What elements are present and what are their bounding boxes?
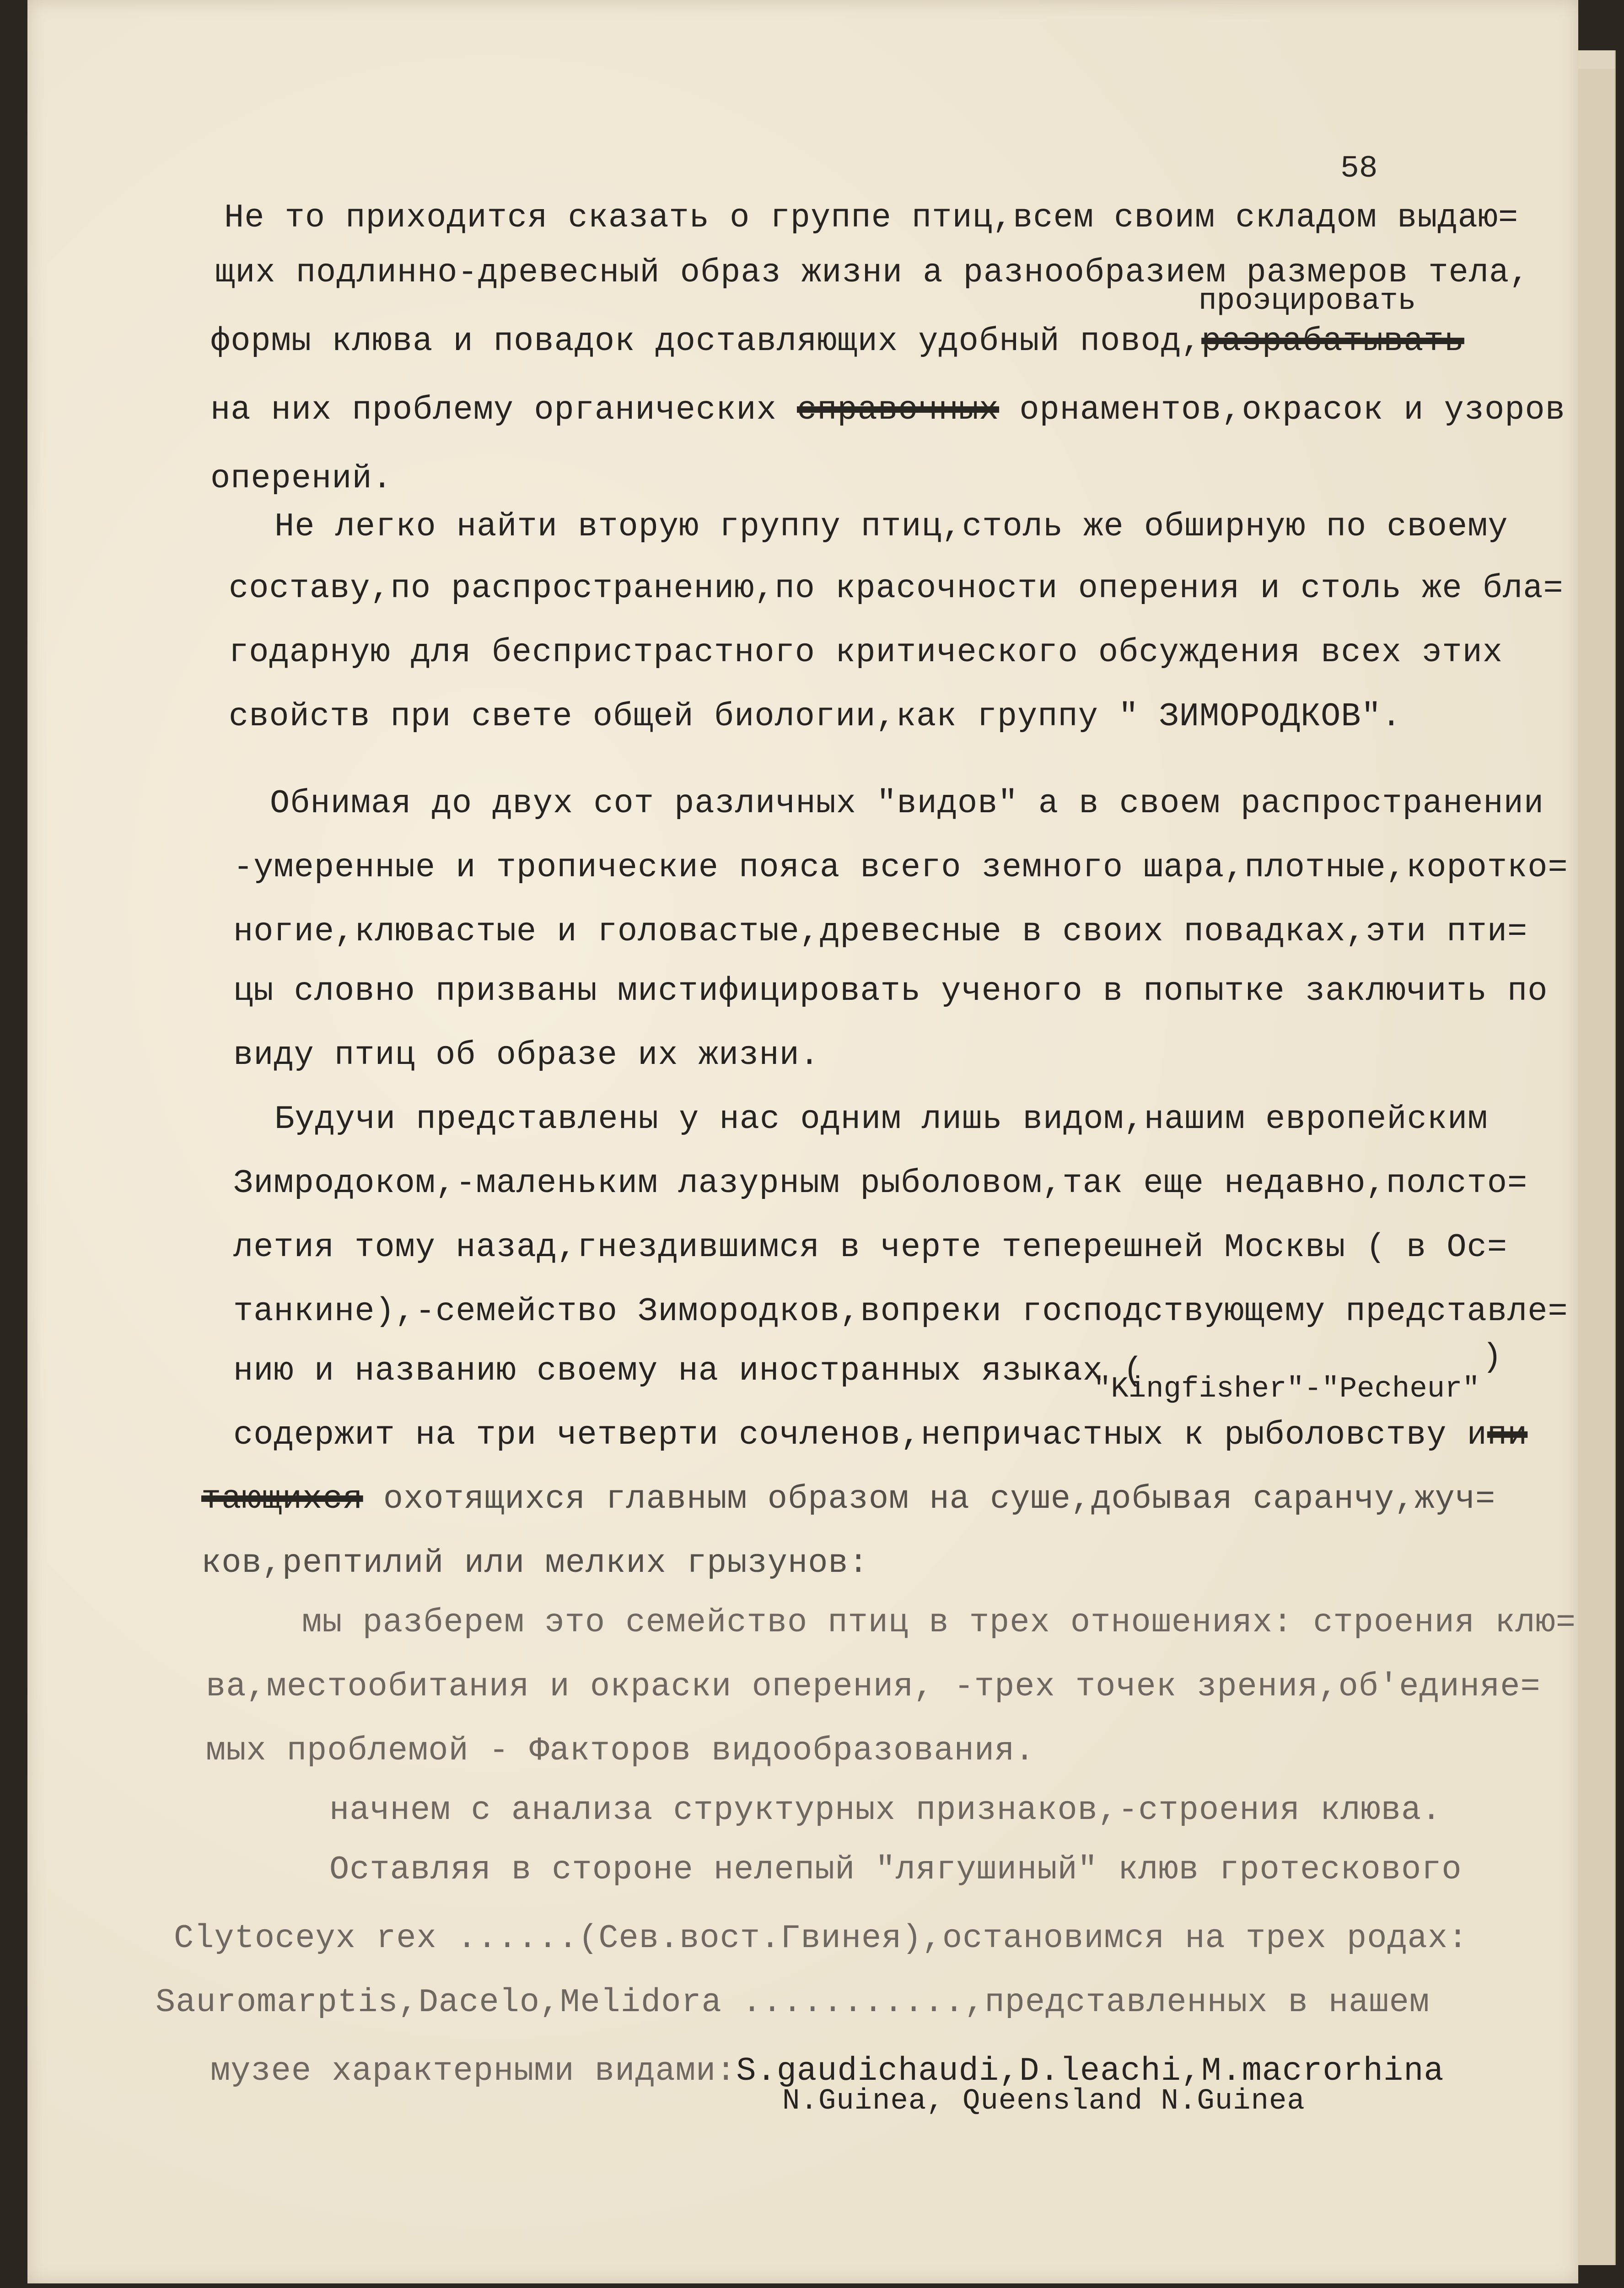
text-line-21: тающихся охотящихся главным образом на суше,добывая саранчу,жуч=: [201, 1480, 1496, 1518]
text-line-2: щих подлинно-древесный образ жизни а разнообразием размеров тела,: [215, 254, 1530, 291]
closing-paren: ): [1482, 1338, 1503, 1376]
inserted-kingfisher: "Kingfisher"-"Pecheur": [1093, 1373, 1480, 1406]
text-line-19: нию и названию своему на иностранных языках (: [233, 1352, 1144, 1390]
text-line-28: Clytoceyx rex ......(Сев.вост.Гвинея),остановимся на трех родах:: [174, 1920, 1468, 1957]
text-line-24: ва,местообитания и окраски оперения, -трех точек зрения,об'единяе=: [206, 1668, 1541, 1705]
text-line-6: Не легко найти вторую группу птиц,столь же обширную по своему: [274, 508, 1508, 545]
inserted-word: проэцировать: [1199, 284, 1416, 318]
text-line-3: формы клюва и повадок доставляющих удобный повод,разрабатывать: [210, 323, 1464, 360]
text-line-20: содержит на три четверти сочленов,непричастных к рыболовству ипи: [233, 1416, 1528, 1454]
text-line-30: музее характерными видами:S.gaudichaudi,D.leachi,M.macrorhina: [210, 2052, 1444, 2090]
text-line-27: Оставляя в стороне нелепый "лягушиный" клюв гротескового: [329, 1851, 1462, 1889]
text-line-7: составу,по распространению,по красочности оперения и столь же бла=: [229, 570, 1564, 607]
text-line-13: цы словно призваны мистифицировать ученого в попытке заключить по: [233, 972, 1548, 1010]
page-number: 58: [1340, 151, 1378, 186]
text-line-23: мы разберем это семейство птиц в трех отношениях: строения клю=: [302, 1604, 1576, 1641]
text-line-26: начнем с анализа структурных признаков,-строения клюва.: [329, 1792, 1442, 1829]
text-line-17: летия тому назад,гнездившимся в черте теперешней Москвы ( в Ос=: [233, 1229, 1508, 1266]
text-line-1: Не то приходится сказать о группе птиц,всем своим складом выдаю=: [224, 199, 1519, 237]
text-line-9: свойств при свете общей биологии,как группу " ЗИМОРОДКОВ".: [229, 698, 1402, 735]
text-line-14: виду птиц об образе их жизни.: [233, 1036, 820, 1074]
text-line-10: Обнимая до двух сот различных "видов" а в своем распространении: [270, 785, 1544, 822]
text-line-5: оперений.: [210, 460, 393, 497]
text-line-18: танкине),-семейство Зимородков,вопреки господствующему представле=: [233, 1293, 1568, 1330]
text-line-8: годарную для беспристрастного критического обсуждения всех этих: [229, 634, 1503, 671]
text-line-15: Будучи представлены у нас одним лишь видом,нашим европейским: [274, 1101, 1488, 1138]
text-line-31: N.Guinea, Queensland N.Guinea: [782, 2085, 1305, 2118]
text-line-22: ков,рептилий или мелких грызунов:: [201, 1544, 869, 1582]
text-line-4: на них проблему органических справочных орнаментов,окрасок и узоров: [210, 391, 1565, 429]
text-line-25: мых проблемой - Факторов видообразования.: [206, 1732, 1035, 1770]
text-line-12: ногие,клювастые и головастые,древесные в своих повадках,эти пти=: [233, 913, 1528, 950]
typewritten-page: [27, 0, 1578, 2283]
text-line-29: Sauromarptis,Dacelo,Melidora ...........,представленных в нашем: [156, 1984, 1430, 2021]
text-line-11: -умеренные и тропические пояса всего земного шара,плотные,коротко=: [233, 849, 1568, 886]
text-line-16: Зимродоком,-маленьким лазурным рыболовом,так еще недавно,полсто=: [233, 1165, 1528, 1202]
